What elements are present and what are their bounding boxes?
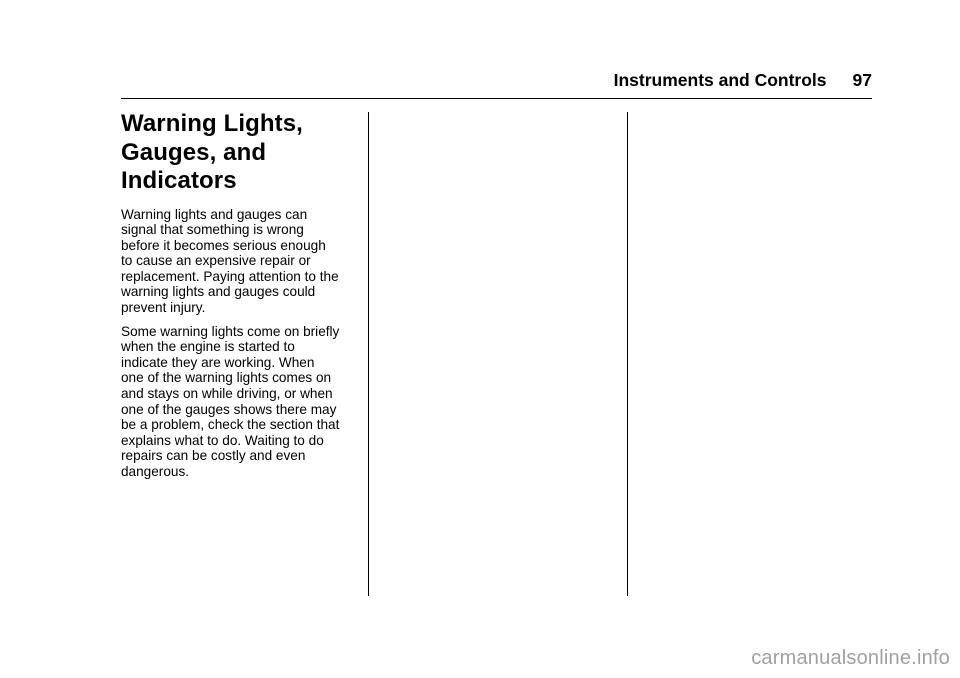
site-watermark: carmanualsonline.info [751,647,950,669]
text-line: to cause an expensive repair or [121,253,311,269]
section-heading-line: Indicators [121,167,237,194]
text-line: warning lights and gauges could [121,284,316,300]
header-section-title: Instruments and Controls [613,70,827,90]
text-line: prevent injury. [121,300,206,316]
section-heading-line: Warning Lights, [121,110,303,137]
header-rule [121,98,872,99]
section-heading-line: Gauges, and [121,138,267,166]
intro-paragraph [121,207,357,316]
text-line: repairs can be costly and even [121,448,306,464]
text-line: be a problem, check the section that [121,417,340,433]
column-divider-right [627,112,628,596]
running-header [614,70,872,91]
text-line: explains what to do. Waiting to do [121,432,324,448]
text-line: and stays on while driving, or when [121,386,333,402]
text-line: Some warning lights come on briefly [121,323,340,339]
text-line: dangerous. [121,464,190,479]
left-column [121,110,357,480]
text-line: one of the gauges shows there may [121,401,337,417]
text-line: indicate they are working. When [121,354,315,370]
text-line: before it becomes serious enough [121,237,326,253]
text-line: one of the warning lights comes on [121,370,332,386]
text-line: when the engine is started to [121,339,295,355]
text-line: signal that something is wrong [121,222,304,238]
section-heading [121,110,357,196]
column-divider-left [368,112,369,596]
text-line: Warning lights and gauges can [121,206,308,222]
text-line: replacement. Paying attention to the [121,268,339,284]
detail-paragraph [121,324,357,480]
page-number: 97 [852,70,872,90]
